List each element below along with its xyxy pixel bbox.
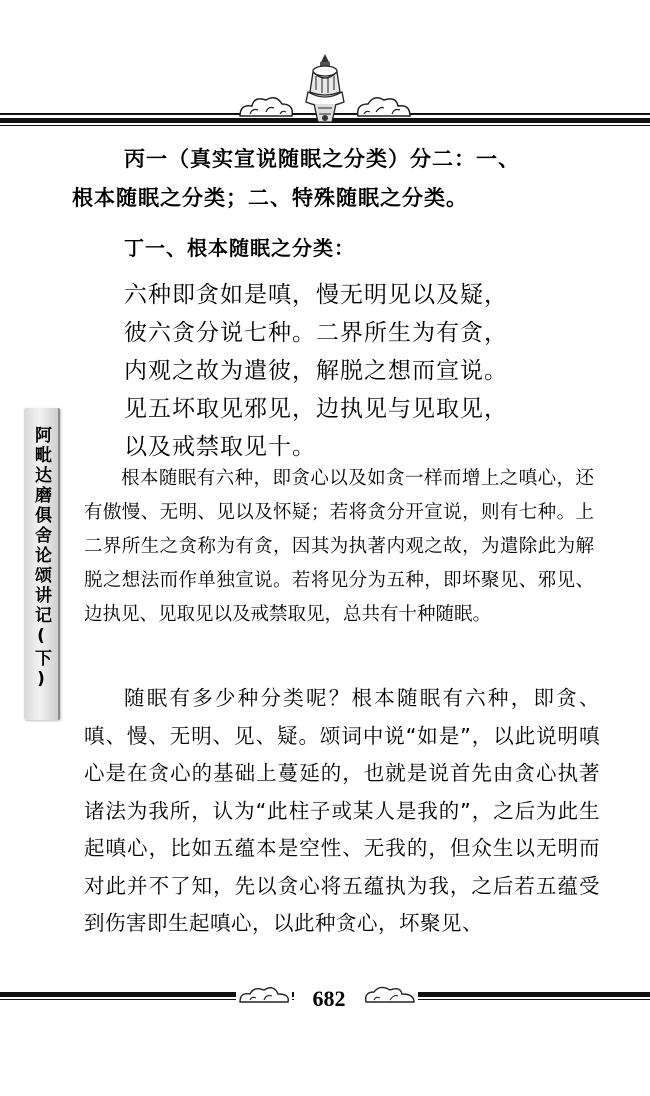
cloud-right-icon: [354, 94, 414, 122]
verse-line: 六种即贪如是嗔，慢无明见以及疑，: [124, 282, 508, 308]
commentary-paragraph: 根本随眠有六种，即贪心以及如贪一样而增上之嗔心，还有傲慢、无明、见以及怀疑；若将贪分开宣说，则有七种。上二界所生之贪称为有贪，因其为执著内观之故，为遣除此为解脱之想法而作单独宣说。若将见分为五种，即坏聚见、邪见、边执见、见取见以及戒禁取见，总共有十种随眠。: [84, 468, 594, 625]
side-book-title-tab: [24, 408, 60, 720]
section-heading-line1: 丙一（真实宣说随眠之分类）分二：一、: [124, 147, 520, 171]
sub-heading: 丁一、根本随眠之分类：: [124, 236, 355, 260]
section-heading-line2: 根本随眠之分类；二、特殊随眠之分类。: [72, 186, 468, 210]
footer-cloud-right-icon: [362, 984, 418, 1008]
explanation-paragraph: 随眠有多少种分类呢？根本随眠有六种，即贪、嗔、慢、无明、见、疑。颂词中说“如是”，以此说明嗔心是在贪心的基础上蔓延的，也就是说首先由贪心执著诸法为我所，认为“此柱子或某人是我的”，之后为此生起嗔心，比如五蕴本是空性、无我的，但众生以无明而对此并不了知，先以贪心将五蕴执为我，之后若五蕴受到伤害即生起嗔心，以此种贪心，坏聚见、: [84, 686, 600, 935]
verse-line: 彼六贪分说七种。二界所生为有贪，: [124, 320, 508, 346]
verse-line: 内观之故为遣彼，解脱之想而宣说。: [124, 358, 508, 384]
verse-line: 见五坏取见邪见，边执见与见取见，: [124, 396, 508, 422]
page-number: 682: [294, 986, 364, 1012]
stupa-icon: [296, 52, 354, 128]
verse-line: 以及戒禁取见十。: [124, 434, 316, 460]
footer-cloud-left-icon: [236, 984, 292, 1008]
cloud-left-icon: [236, 94, 296, 122]
book-title-vertical: 阿毗达磨俱舍论颂讲记(下): [31, 426, 51, 692]
